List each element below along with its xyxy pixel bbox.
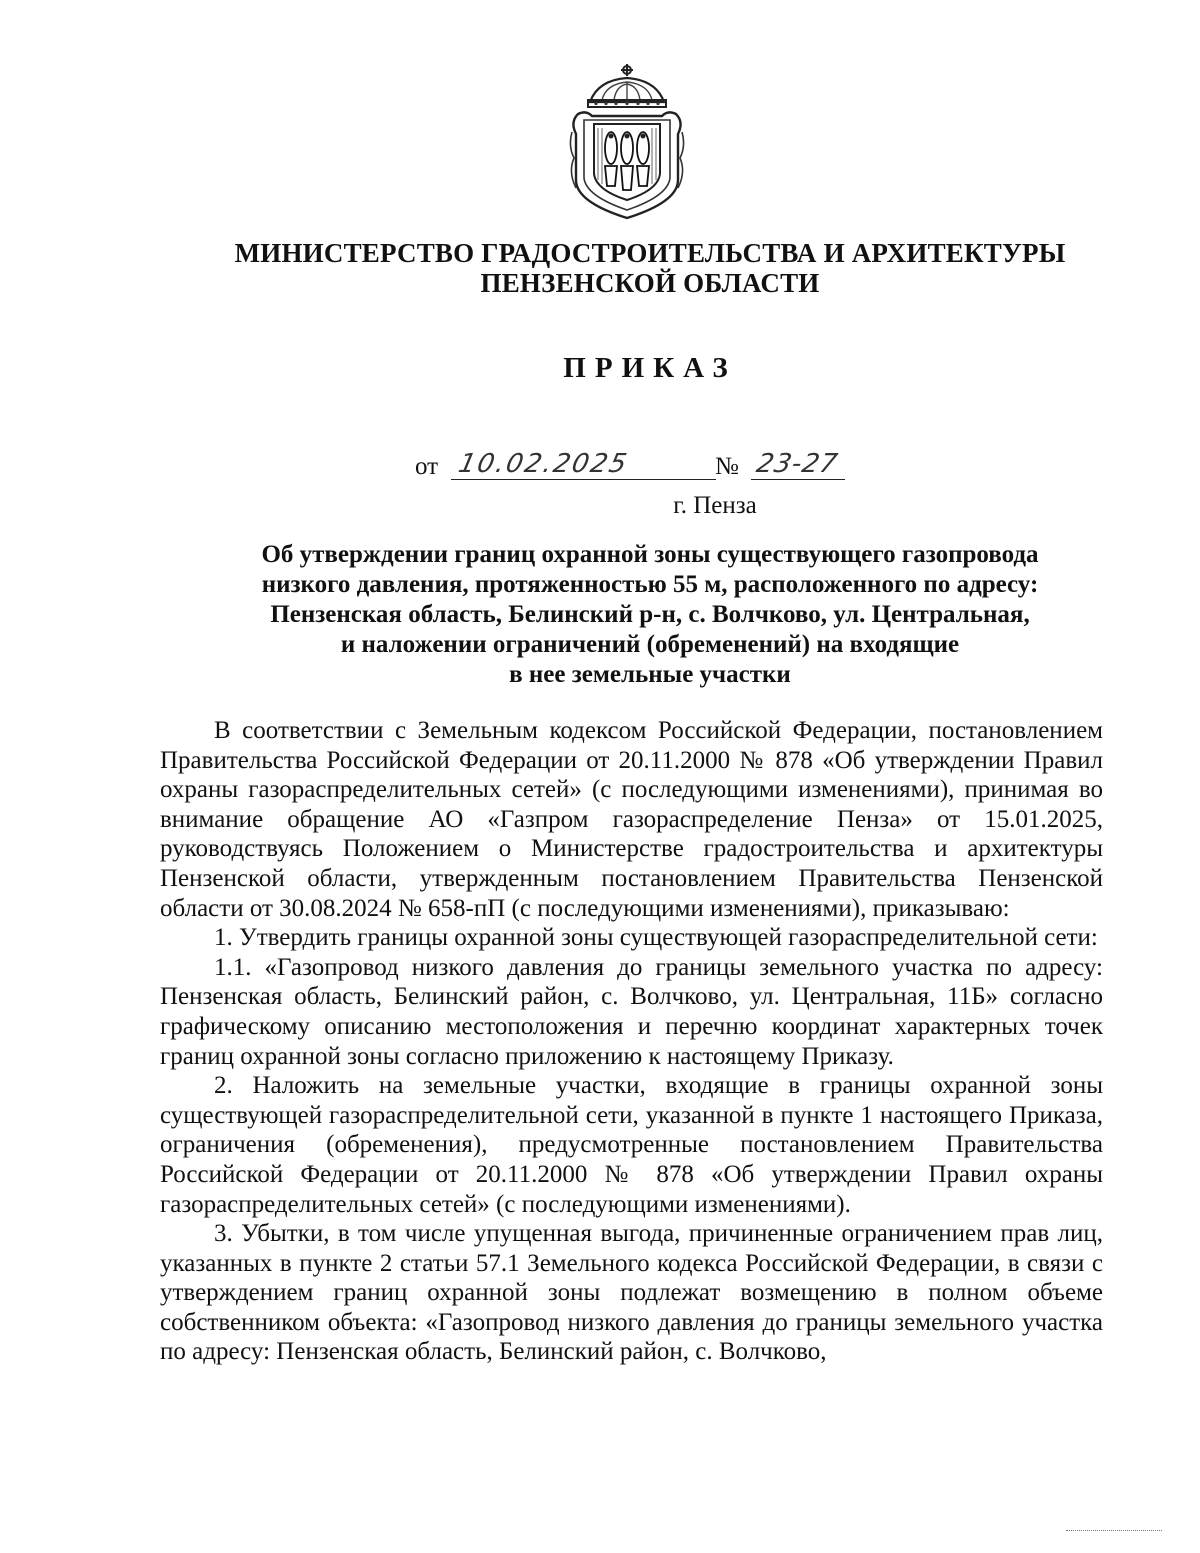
subject-line: Об утверждении границ охранной зоны существующего газопровода [261,541,1039,568]
coat-of-arms-icon [568,62,686,222]
subject-line: низкого давления, протяженностью 55 м, расположенного по адресу: [261,571,1039,598]
footer-dotted-line [1066,1530,1162,1531]
ministry-name-line2: ПЕНЗЕНСКОЙ ОБЛАСТИ [480,268,820,298]
subject-line: в нее земельные участки [509,661,791,688]
body-paragraph-item-2: 2. Наложить на земельные участки, входящие в границы охранной зоны существующей газораспределительной сети, указанной в пункте 1 настоящего Приказа, ограничения (обременения), предусмотренные постановлением Правительства Российской Федерации от 20.11.2000 № 878 «Об утверждении Правил охраны газораспределительных сетей» (с последующими изменениями). [160,1072,1103,1218]
date-underline [451,479,716,480]
document-type-title: ПРИКАЗ [563,352,737,384]
subject-line: Пензенская область, Белинский р-н, с. Волчково, ул. Центральная, [270,601,1030,628]
number-underline [751,479,845,480]
body-paragraph-item-1: 1. Утвердить границы охранной зоны существующей газораспределительной сети: [214,924,1098,952]
subject-line: и наложении ограничений (обременений) на входящие [340,631,960,658]
body-paragraph-preamble: В соответствии с Земельным кодексом Российской Федерации, постановлением Правительства Российской Федерации от 20.11.2000 № 878 «Об утверждении Правил охраны газораспределительных сетей» (с последующими изменениями), принимая во внимание обращение АО «Газпром газораспределение Пенза» от 15.01.2025, руководствуясь Положением о Министерстве градостроительства и архитектуры Пензенской области, утвержденным постановлением Правительства Пензенской области от 30.08.2024 № 658-пП (с последующими изменениями), приказываю: [160,717,1103,922]
order-date-number-row [415,449,855,485]
order-subject [150,540,1150,690]
from-label: от [415,453,439,480]
ministry-name-line1: МИНИСТЕРСТВО ГРАДОСТРОИТЕЛЬСТВА И АРХИТЕКТУРЫ [234,238,1066,268]
body-paragraph-item-1-1: 1.1. «Газопровод низкого давления до границы земельного участка по адресу: Пензенская область, Белинский район, с. Волчково, ул. Центральная, 11Б» согласно графическому описанию местоположения и перечню координат характерных точек границ охранной зоны согласно приложению к настоящему Приказу. [160,953,1103,1070]
city-name: г. Пенза [673,492,757,519]
body-paragraph-item-3: 3. Убытки, в том числе упущенная выгода, причиненные ограничением прав лиц, указанных в пункте 2 статьи 57.1 Земельного кодекса Российской Федерации, в связи с утверждением границ охранной зоны подлежат возмещению в полном объеме собственником объекта: «Газопровод низкого давления до границы земельного участка по адресу: Пензенская область, Белинский район, с. Волчково, [160,1220,1103,1366]
number-label: № [715,453,739,480]
order-body [160,716,1103,1367]
handwritten-number: 23-27 [753,449,841,479]
handwritten-date: 10.02.2025 [455,449,632,479]
